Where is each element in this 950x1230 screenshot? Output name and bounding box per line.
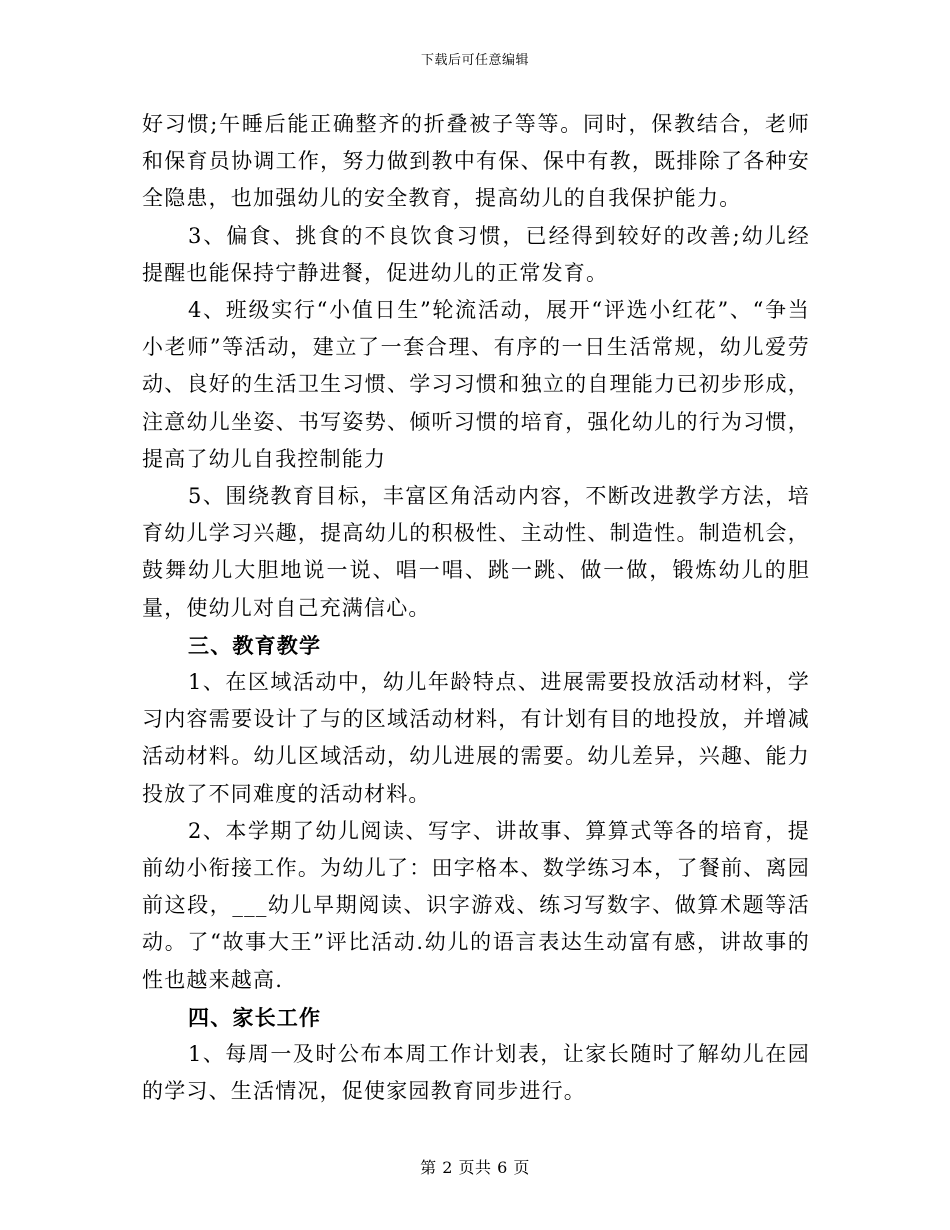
section-heading-parents: 四、家长工作 (188, 1004, 322, 1030)
section-heading-teaching: 三、教育教学 (188, 632, 322, 658)
paragraph-continuation: 好习惯;午睡后能正确整齐的折叠被子等等。同时，保教结合，老师和保育员协调工作，努力做到教中有保、保中有教，既排除了各种安全隐患，也加强幼儿的安全教育，提高幼儿的自我保护能力。 (142, 112, 810, 211)
paragraph-item-4: 4、班级实行“小值日生”轮流活动，展开“评选小红花”、“争当小老师”等活动，建立了一套合理、有序的一日生活常规，幼儿爱劳动、良好的生活卫生习惯、学习习惯和独立的自理能力已初步形成，注意幼儿坐姿、书写姿势、倾听习惯的培育，强化幼儿的行为习惯，提高了幼儿自我控制能力 (142, 298, 810, 471)
paragraph-item-5: 5、围绕教育目标，丰富区角活动内容，不断改进教学方法，培育幼儿学习兴趣，提高幼儿的积极性、主动性、制造性。制造机会，鼓舞幼儿大胆地说一说、唱一唱、跳一跳、做一做，锻炼幼儿的胆量，使幼儿对自己充满信心。 (142, 484, 810, 620)
paragraph-teaching-2: 2、本学期了幼儿阅读、写字、讲故事、算算式等各的培育，提前幼小衔接工作。为幼儿了：田字格本、数学练习本，了餐前、离园前这段，___幼儿早期阅读、识字游戏、练习写数字、做算术题等活动。了“故事大王”评比活动.幼儿的语言表达生动富有感，讲故事的性也越来越高. (142, 818, 810, 992)
document-body (142, 106, 810, 1110)
page-number-footer: 第 2 页共 6 页 (420, 1158, 530, 1177)
page-header: 下载后可任意编辑 (420, 53, 529, 68)
paragraph-item-3: 3、偏食、挑食的不良饮食习惯，已经得到较好的改善;幼儿经提醒也能保持宁静进餐，促进幼儿的正常发育。 (142, 223, 810, 285)
paragraph-teaching-1: 1、在区域活动中，幼儿年龄特点、进展需要投放活动材料，学习内容需要设计了与的区域活动材料，有计划有目的地投放，并增减活动材料。幼儿区域活动，幼儿进展的需要。幼儿差异，兴趣、能力投放了不同难度的活动材料。 (142, 670, 810, 806)
paragraph-parents-1: 1、每周一及时公布本周工作计划表，让家长随时了解幼儿在园的学习、生活情况，促使家园教育同步进行。 (142, 1042, 810, 1104)
